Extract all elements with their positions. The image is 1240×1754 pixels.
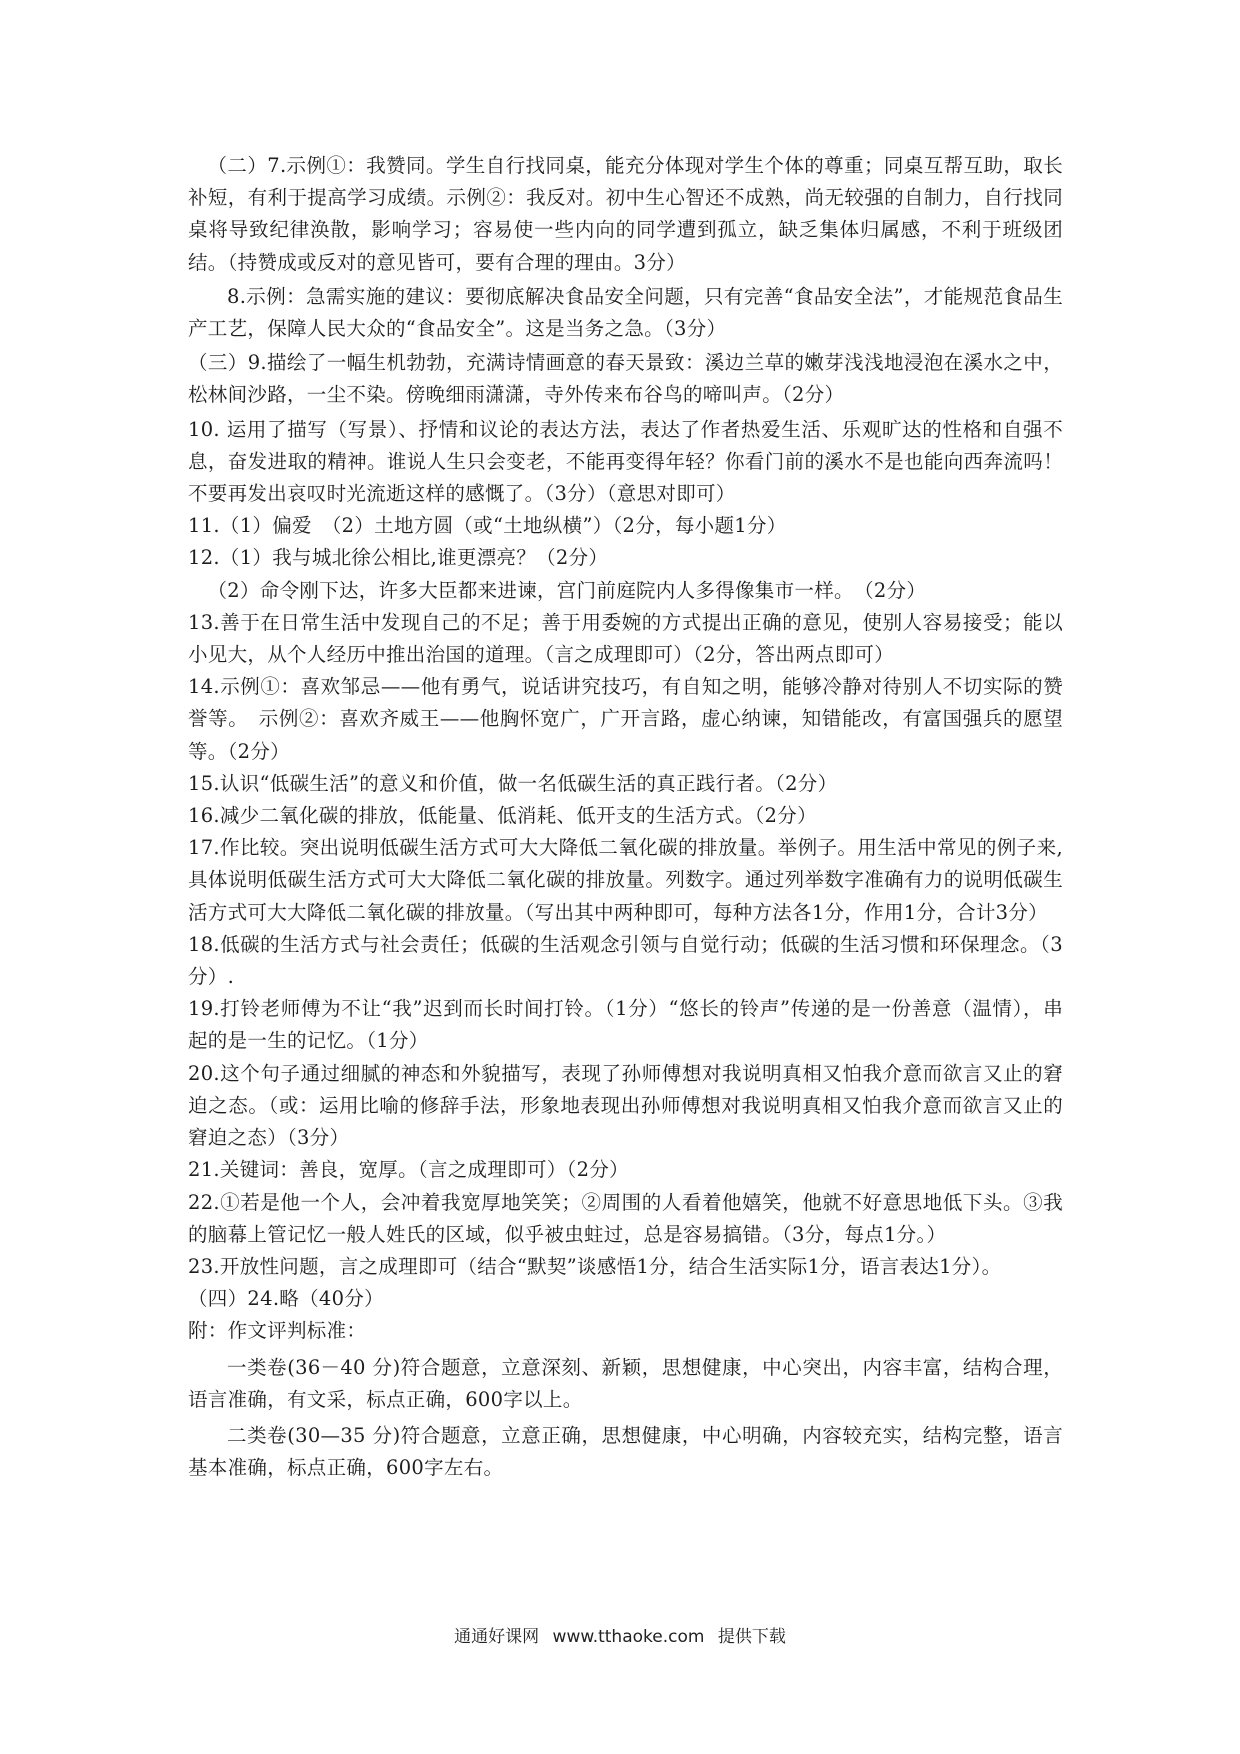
essay-criteria-class-1: 一类卷(36－40 分)符合题意，立意深刻、新颖，思想健康，中心突出，内容丰富，结构合理，语言准确，有文采，标点正确，600字以上。 xyxy=(188,1355,1063,1411)
answer-7: （二）7.示例①：我赞同。学生自行找同桌，能充分体现对学生个体的尊重；同桌互帮互助，取长补短，有利于提高学习成绩。示例②：我反对。初中生心智还不成熟，尚无较强的自制力，自行找同桌将导致纪律涣散，影响学习；容易使一些内向的同学遭到孤立，缺乏集体归属感，不利于班级团结。（持赞成或反对的意见皆可，要有合理的理由。3分） xyxy=(188,154,1063,274)
answer-24: （四）24.略（40分） xyxy=(188,1287,384,1311)
page-footer xyxy=(0,1622,1240,1647)
answer-14: 14.示例①：喜欢邹忌——他有勇气，说话讲究技巧，有自知之明，能够冷静对待别人不切实际的赞誉等。 示例②：喜欢齐威王——他胸怀宽广，广开言路，虚心纳谏，知错能改，有富国强兵的愿望等。（2分） xyxy=(188,675,1063,763)
answer-8: 8.示例：急需实施的建议：要彻底解决食品安全问题，只有完善“食品安全法”，才能规范食品生产工艺，保障人民大众的“食品安全”。这是当务之急。（3分） xyxy=(188,284,1063,341)
footer-url: www.tthaoke.com xyxy=(552,1627,705,1647)
answer-key-body xyxy=(188,150,1063,1484)
answer-10: 10. 运用了描写（写景）、抒情和议论的表达方法，表达了作者热爱生活、乐观旷达的性格和自强不息，奋发进取的精神。谁说人生只会变老，不能再变得年轻？你看门前的溪水不是也能向西奔流吗！不要再发出哀叹时光流逝这样的感慨了。（3分）（意思对即可） xyxy=(188,417,1063,506)
answer-19: 19.打铃老师傅为不让“我”迟到而长时间打铃。（1分）“悠长的铃声”传递的是一份善意（温情），串起的是一生的记忆。（1分） xyxy=(188,997,1063,1053)
answer-11: 11.（1）偏爱 （2）土地方圆（或“土地纵横”）（2分，每小题1分） xyxy=(188,514,787,538)
answer-13: 13.善于在日常生活中发现自己的不足；善于用委婉的方式提出正确的意见，使别人容易接受；能以小见大，从个人经历中推出治国的道理。（言之成理即可）（2分，答出两点即可） xyxy=(188,610,1063,667)
answer-9: （三）9.描绘了一幅生机勃勃，充满诗情画意的春天景致：溪边兰草的嫩芽浅浅地浸泡在溪水之中，松林间沙路，一尘不染。傍晚细雨潇潇，寺外传来布谷鸟的啼叫声。（2分） xyxy=(188,351,1063,407)
answer-17: 17.作比较。突出说明低碳生活方式可大大降低二氧化碳的排放量。举例子。用生活中常见的例子来,具体说明低碳生活方式可大大降低二氧化碳的排放量。列数字。通过列举数字准确有力的说明低碳生活方式可大大降低二氧化碳的排放量。（写出其中两种即可，每种方法各1分，作用1分，合计3分） xyxy=(188,836,1063,924)
answer-20: 20.这个句子通过细腻的神态和外貌描写，表现了孙师傅想对我说明真相又怕我介意而欲言又止的窘迫之态。（或：运用比喻的修辞手法，形象地表现出孙师傅想对我说明真相又怕我介意而欲言又止的窘迫之态）（3分） xyxy=(188,1061,1063,1150)
answer-16: 16.减少二氧化碳的排放，低能量、低消耗、低开支的生活方式。（2分） xyxy=(188,804,817,828)
essay-criteria-heading: 附：作文评判标准： xyxy=(188,1319,367,1343)
essay-criteria-class-2: 二类卷(30—35 分)符合题意，立意正确，思想健康，中心明确，内容较充实，结构完整，语言基本准确，标点正确，600字左右。 xyxy=(188,1423,1063,1480)
footer-suffix: 提供下载 xyxy=(717,1627,786,1647)
answer-12-1: 12.（1）我与城北徐公相比,谁更漂亮？（2分） xyxy=(188,546,609,570)
footer-site-name: 通通好课网 xyxy=(454,1627,540,1647)
answer-15: 15.认识“低碳生活”的意义和价值，做一名低碳生活的真正践行者。（2分） xyxy=(188,771,838,795)
answer-18: 18.低碳的生活方式与社会责任；低碳的生活观念引领与自觉行动；低碳的生活习惯和环保理念。（3分）. xyxy=(188,932,1063,989)
answer-12-2: （2）命令刚下达，许多大臣都来进谏，宫门前庭院内人多得像集市一样。 （2分） xyxy=(207,578,927,602)
answer-21: 21.关键词：善良，宽厚。（言之成理即可）（2分） xyxy=(188,1158,629,1182)
answer-22: 22.①若是他一个人，会冲着我宽厚地笑笑；②周围的人看着他嬉笑，他就不好意思地低下头。③我的脑幕上管记忆一般人姓氏的区域，似乎被虫蛀过，总是容易搞错。（3分，每点1分。） xyxy=(188,1190,1063,1246)
answer-23: 23.开放性问题，言之成理即可（结合“默契”谈感悟1分，结合生活实际1分，语言表达1分）。 xyxy=(188,1254,1002,1278)
